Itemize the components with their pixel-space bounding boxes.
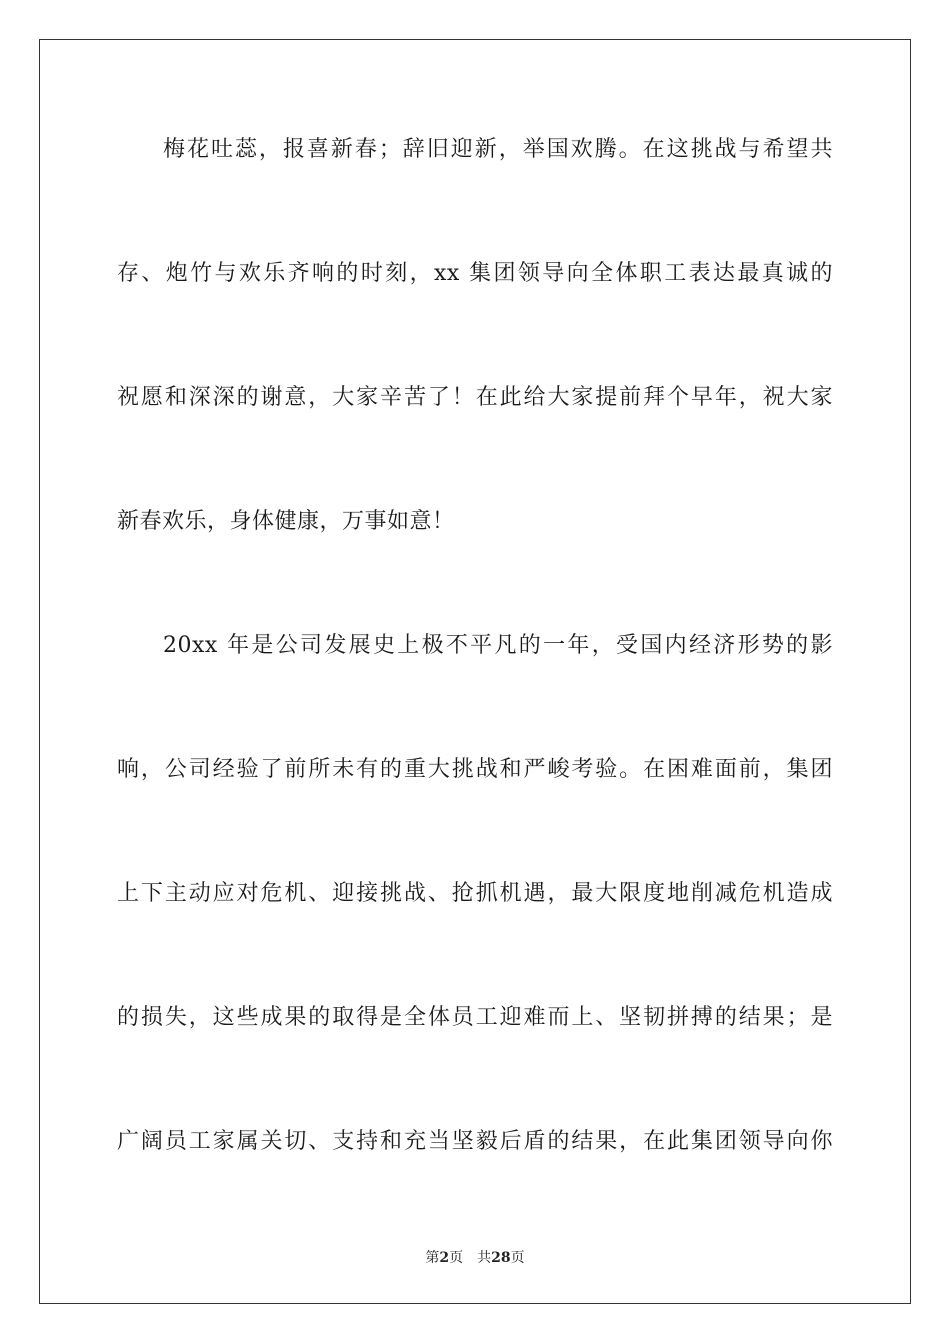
paragraph-1-line-2: 存、炮竹与欢乐齐响的时刻，xx 集团领导向全体职工表达最真诚的: [117, 261, 833, 286]
page-footer: [0, 1248, 950, 1268]
paragraph-2-line-1: 20xx 年是公司发展史上极不平凡的一年，受国内经济形势的影: [163, 633, 833, 658]
footer-page-suffix: 页: [449, 1250, 464, 1266]
footer-total-pages: 28: [491, 1250, 511, 1266]
footer-total-prefix: 共: [477, 1250, 492, 1266]
paragraph-2-line-5: 广阔员工家属关切、支持和充当坚毅后盾的结果，在此集团领导向你: [117, 1129, 833, 1154]
footer-page-number: 2: [439, 1250, 450, 1266]
footer-page-prefix: 第: [425, 1250, 440, 1266]
paragraph-1-line-3: 祝愿和深深的谢意，大家辛苦了！在此给大家提前拜个早年，祝大家: [117, 385, 833, 410]
paragraph-2-line-3: 上下主动应对危机、迎接挑战、抢抓机遇，最大限度地削减危机造成: [117, 881, 833, 906]
page-border: [39, 39, 911, 1304]
paragraph-2-line-4: 的损失，这些成果的取得是全体员工迎难而上、坚韧拼搏的结果；是: [117, 1005, 833, 1030]
paragraph-2-line-2: 响，公司经验了前所未有的重大挑战和严峻考验。在困难面前，集团: [117, 757, 833, 782]
paragraph-1-line-4: 新春欢乐，身体健康，万事如意！: [117, 509, 455, 534]
footer-total-suffix: 页: [510, 1250, 525, 1266]
paragraph-1-line-1: 梅花吐蕊，报喜新春；辞旧迎新，举国欢腾。在这挑战与希望共: [163, 137, 833, 162]
